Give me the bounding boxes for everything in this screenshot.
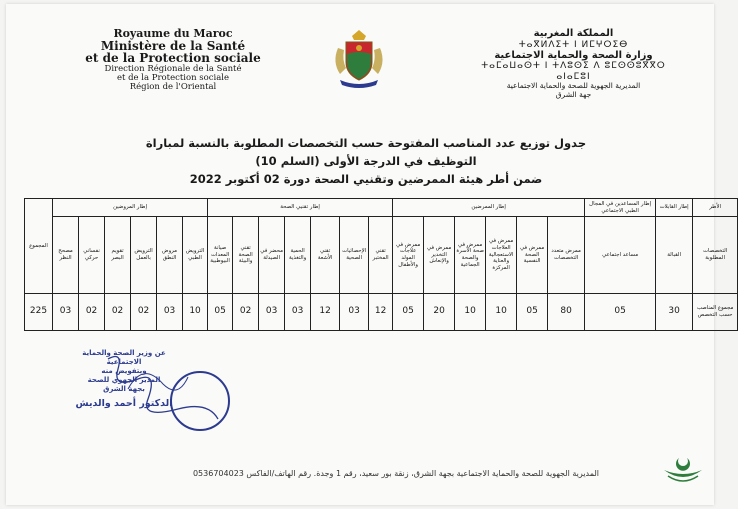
header-fr-line2: Ministère de la Santé (100, 38, 246, 53)
sub-nurse: ممرض في علاجات المولد والأطفال (393, 217, 424, 294)
cat-caregivers: إطار المروضين (53, 199, 208, 217)
header-tifinagh2: ⵜⴰⵎⴰⵡⴰⵙⵜ ⵏ ⵜⴷⵓⵙⵉ ⴷ ⵓⵎⵙⵙⵓⴳⴳⵔ ⴰⵏⴰⵎⵓⵏ (481, 61, 666, 82)
cat-nurses: إطار الممرضين (393, 199, 585, 217)
val-health-tech: 03 (259, 294, 285, 331)
footer-address: المديرية الجهوية للصحة والحماية الاجتماعية بجهة الشرق، زنقة بور سعيد، رقم 1 وجدة. رقم الهاتف/الفاكس 0536704023 (192, 469, 600, 478)
val-caregiver: 02 (79, 294, 105, 331)
cat-framework: الأطر (693, 199, 738, 217)
sub-health-tech: محضر في الصيدلة (259, 217, 285, 294)
sub-health-tech: تقني الصحة والبيئة (233, 217, 259, 294)
title-line1: جدول توزيع عدد المناصب المفتوحة حسب التخصصات المطلوبة بالنسبة لمباراة التوظيف في الدرجة الأولى (السلم 10) (145, 136, 587, 168)
sub-caregiver: مروض النطق (157, 217, 183, 294)
header-tifinagh1: ⵜⴰⴳⵍⴷⵉⵜ ⵏ ⵍⵎⵖⵔⵉⴱ (518, 39, 629, 50)
signature-stamp (68, 349, 238, 439)
sub-framework: التخصصات المطلوبة (693, 217, 738, 294)
val-nurse: 80 (548, 294, 585, 331)
sub-nurse: ممرض متعدد التخصصات (548, 217, 585, 294)
stamp-line3: المدير الجهوي للصحة (87, 376, 161, 385)
val-health-tech: 05 (208, 294, 233, 331)
sub-health-tech: تقني الأشعة (311, 217, 340, 294)
signature-icon (68, 349, 238, 439)
table-subheader-row (25, 217, 738, 294)
val-health-tech: 03 (285, 294, 311, 331)
sub-caregiver: الترويض بالعمل (131, 217, 157, 294)
sub-nurse: ممرض في صحة الأسرة والصحة الجماعية (455, 217, 486, 294)
sub-caregiver: الترويض الطبي (183, 217, 208, 294)
val-health-tech: 12 (369, 294, 393, 331)
title-line2: ضمن أطر هيئة الممرضين وتقنيي الصحة دورة 02 أكتوبر 2022 (189, 171, 543, 186)
sub-nurse: ممرض في العلاجات الاستعجالية والعناية المركزة (486, 217, 517, 294)
val-nurse: 05 (517, 294, 548, 331)
val-caregiver: 02 (131, 294, 157, 331)
val-social: 05 (585, 294, 656, 331)
cat-health-tech: إطار تقنيي الصحة (208, 199, 393, 217)
header-fr-line1: Royaume du Maroc (113, 27, 233, 40)
val-caregiver: 02 (105, 294, 131, 331)
val-caregiver: 03 (53, 294, 79, 331)
val-framework: مجموع المناصب حسب التخصص (693, 294, 738, 331)
val-caregiver: 10 (183, 294, 208, 331)
stamp-line1: عن وزير الصحة والحماية الاجتماعية (82, 349, 166, 367)
document-title (126, 135, 606, 188)
sub-nurse: ممرض في التخدير والإنعاش (424, 217, 455, 294)
header-ar-line2: وزارة الصحة والحماية الاجتماعية (494, 49, 653, 61)
royal-emblem-icon (330, 28, 388, 92)
sub-caregiver: نفساني حركي (79, 217, 105, 294)
val-midwives: 30 (656, 294, 693, 331)
header-ar-line3: المديرية الجهوية للصحة والحماية الاجتماعية (506, 81, 641, 91)
stamp-signatory: الدكتور أحمد والديش (75, 398, 173, 410)
table-category-row (25, 199, 738, 217)
val-nurse: 05 (393, 294, 424, 331)
sub-health-tech: تقني المختبر (369, 217, 393, 294)
sub-caregiver: تقويم البصر (105, 217, 131, 294)
val-nurse: 20 (424, 294, 455, 331)
stamp-line2: وبتفويض منه (101, 367, 147, 376)
val-caregiver: 03 (157, 294, 183, 331)
positions-table (24, 198, 738, 331)
header-arabic (466, 28, 681, 99)
header-french (68, 28, 278, 92)
crescent-logo-icon (658, 450, 708, 490)
header-fr-line5: et de la Protection sociale (116, 72, 230, 83)
val-health-tech: 02 (233, 294, 259, 331)
sub-nurse: ممرض في الصحة النفسية (517, 217, 548, 294)
header-fr-line3: et de la Protection sociale (85, 51, 261, 66)
sub-health-tech: الحمية والتغذية (285, 217, 311, 294)
val-health-tech: 03 (340, 294, 369, 331)
sub-midwives: القبالة (656, 217, 693, 294)
cat-total: المجموع (25, 199, 53, 294)
sub-health-tech: صيانة المعدات البيوطبية (208, 217, 233, 294)
sub-caregiver: مصحح النظر (53, 217, 79, 294)
val-nurse: 10 (455, 294, 486, 331)
val-health-tech: 12 (311, 294, 340, 331)
val-total: 225 (25, 294, 53, 331)
cat-midwives: إطار القابلات (656, 199, 693, 217)
cat-social: إطار المساعدين في المجال الطبي الاجتماعي (585, 199, 656, 217)
header-fr-line6: Région de l'Oriental (129, 81, 217, 92)
table-values-row (25, 294, 738, 331)
val-nurse: 10 (486, 294, 517, 331)
stamp-line4: بجهة الشرق (103, 385, 145, 394)
header-fr-line4: Direction Régionale de la Santé (104, 63, 242, 74)
document-page (6, 4, 734, 505)
header-ar-line1: المملكة المغربية (533, 28, 614, 39)
header-ar-line4: جهة الشرق (555, 89, 592, 99)
sub-social: مساعد اجتماعي (585, 217, 656, 294)
sub-health-tech: الإحصائيات الصحية (340, 217, 369, 294)
